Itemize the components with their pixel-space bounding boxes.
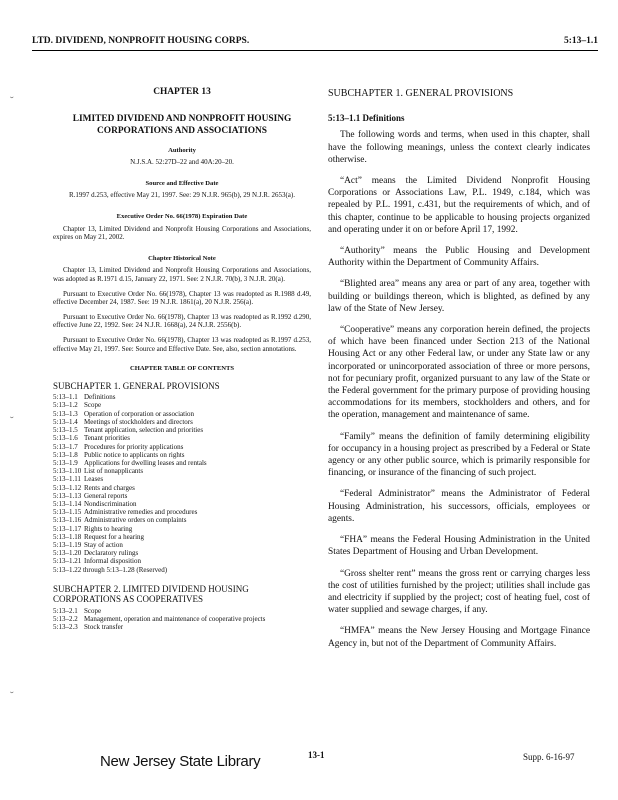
- scan-mark: ˘: [10, 95, 14, 107]
- toc-entry-title: Procedures for priority applications: [84, 442, 184, 451]
- executive-order-heading: Executive Order No. 66(1978) Expiration Date: [116, 212, 248, 220]
- toc-entry-title: Tenant application, selection and priorities: [84, 426, 204, 435]
- definition-paragraph: “Authority” means the Public Housing and Development Authority within the Department of Community Affairs.: [328, 246, 590, 269]
- toc-entry-title: Scope: [84, 401, 102, 410]
- scan-mark: ˘: [10, 690, 14, 702]
- definition-paragraph: “FHA” means the Federal Housing Administration in the United States Department of Housing and Urban Development.: [328, 535, 590, 558]
- toc-entry-number: 5:13–1.2: [53, 401, 78, 410]
- header-section-number: 5:13–1.1: [563, 36, 598, 46]
- toc-entry-title: Management, operation and maintenance of cooperative projects: [84, 614, 266, 623]
- toc-entry-number: 5:13–1.9: [53, 458, 78, 467]
- subchapter-1-heading: SUBCHAPTER 1. GENERAL PROVISIONS: [53, 380, 220, 391]
- toc-entry-title: Public notice to applicants on rights: [84, 450, 185, 459]
- toc-entry-number: 5:13–1.15: [53, 508, 82, 517]
- toc-entry-title: Request for a hearing: [84, 532, 145, 541]
- definition-paragraph: “HMFA” means the New Jersey Housing and Mortgage Finance Agency in, but not of the Department of Community Affairs.: [328, 626, 590, 649]
- toc-entry: [53, 475, 311, 483]
- toc-entry: [53, 607, 311, 615]
- toc-entry-title: General reports: [84, 491, 128, 500]
- library-stamp: New Jersey State Library: [100, 753, 261, 770]
- toc-entry: [53, 516, 311, 524]
- toc-entry: [53, 459, 311, 467]
- toc-reserved-entry: 5:13–1.22 through 5:13–1.28 (Reserved): [53, 565, 168, 574]
- definition-paragraph: “Gross shelter rent” means the gross rent or carrying charges less the cost of utilities furnished by the project; utilities shall include gas and electricity if supplied by the project; cost of heating fuel, cost of water supplied and sewage charges, if any.: [328, 568, 590, 616]
- definition-paragraph: “Family” means the definition of family determining eligibility for occupancy in a housing project as prescribed by a Federal or State agency or any other public source, which is primarily responsible for financing, or insurance of the financing of such project.: [328, 431, 590, 479]
- toc-entry-title: Scope: [84, 606, 102, 615]
- executive-order-text: Chapter 13, Limited Dividend and Nonprofit Housing Corporations and Associations, expires on May 21, 2002.: [53, 224, 311, 242]
- subchapter-1-contents: [53, 393, 311, 565]
- supplement-date: Supp. 6-16-97: [523, 752, 575, 762]
- toc-entry-number: 5:13–2.3: [53, 623, 78, 632]
- toc-entry-title: Administrative orders on complaints: [84, 516, 187, 525]
- toc-entry-title: Definitions: [84, 393, 116, 402]
- toc-entry-number: 5:13–1.20: [53, 549, 82, 558]
- definition-paragraph: “Federal Administrator” means the Administrator of Federal Housing Administration, his successors, officials, employees or agents.: [328, 489, 590, 524]
- toc-entry-number: 5:13–1.18: [53, 532, 82, 541]
- toc-entry: [53, 623, 311, 631]
- definition-paragraph: The following words and terms, when used in this chapter, shall have the following meanings, unless the context clearly indicates otherwise.: [328, 130, 590, 165]
- toc-entry-title: Tenant priorities: [84, 434, 130, 443]
- toc-entry-number: 5:13–1.19: [53, 540, 82, 549]
- toc-entry-number: 5:13–1.10: [53, 467, 82, 476]
- toc-entry-title: Leases: [84, 475, 104, 484]
- authority-text: N.J.S.A. 52:27D–22 and 40A:20–20.: [130, 158, 234, 167]
- toc-entry: [53, 557, 311, 565]
- source-heading: Source and Effective Date: [145, 179, 219, 187]
- toc-entry-number: 5:13–2.2: [53, 614, 78, 623]
- toc-entry: [53, 525, 311, 533]
- toc-entry-number: 5:13–1.6: [53, 434, 78, 443]
- source-text: R.1997 d.253, effective May 21, 1997. See: 29 N.J.R. 965(b), 29 N.J.R. 2653(a).: [69, 191, 295, 200]
- toc-entry-number: 5:13–1.14: [53, 499, 82, 508]
- toc-entry-number: 5:13–1.3: [53, 409, 78, 418]
- historical-note-paragraph: Chapter 13, Limited Dividend and Nonprofit Housing Corporations and Associations, was adopted as R.1971 d.15, January 22, 1971. See: 2 N.J.R. 70(b), 3 N.J.R. 20(a).: [53, 266, 311, 283]
- toc-entry: [53, 508, 311, 516]
- toc-entry-title: Rights to hearing: [84, 524, 133, 533]
- toc-entry: [53, 541, 311, 549]
- toc-entry-title: Operation of corporation or association: [84, 409, 195, 418]
- toc-entry-number: 5:13–1.11: [53, 475, 81, 484]
- toc-entry: [53, 426, 311, 434]
- toc-entry-number: 5:13–1.4: [53, 417, 78, 426]
- subchapter-heading: SUBCHAPTER 1. GENERAL PROVISIONS: [328, 88, 514, 99]
- toc-entry-title: Rents and charges: [84, 483, 135, 492]
- toc-entry-number: 5:13–1.12: [53, 483, 82, 492]
- toc-entry-title: Applications for dwelling leases and rentals: [84, 458, 207, 467]
- toc-entry-title: List of nonapplicants: [84, 467, 144, 476]
- toc-entry: [53, 401, 311, 409]
- toc-entry-number: 5:13–1.16: [53, 516, 82, 525]
- toc-entry: [53, 410, 311, 418]
- toc-entry-number: 5:13–1.5: [53, 426, 78, 435]
- historical-note-paragraph: Pursuant to Executive Order No. 66(1978), Chapter 13 was readopted as R.1992 d.290, effective June 22, 1992. See: 24 N.J.R. 1668(a), 24 N.J.R. 2556(b).: [53, 312, 311, 330]
- toc-entry: [53, 451, 311, 459]
- toc-entry-title: Nondiscrimination: [84, 499, 137, 508]
- historical-note-paragraph: Pursuant to Executive Order No. 66(1978), Chapter 13 was readopted as R.1988 d.49, effective December 24, 1987. See: 19 N.J.R. 1861(a), 20 N.J.R. 256(a).: [53, 289, 311, 307]
- subchapter-2-heading: SUBCHAPTER 2. LIMITED DIVIDEND HOUSING CORPORATIONS AS COOPERATIVES: [53, 583, 249, 604]
- scan-mark: ˘: [10, 415, 14, 427]
- toc-entry: [53, 393, 311, 401]
- toc-entry: [53, 492, 311, 500]
- definition-paragraph: “Blighted area” means any area or part of any area, together with building or buildings thereon, which is blighted, as defined by any law of the State of New Jersey.: [328, 279, 590, 314]
- toc-entry-number: 5:13–1.17: [53, 524, 82, 533]
- toc-entry-number: 5:13–1.8: [53, 450, 78, 459]
- toc-entry-title: Meetings of stockholders and directors: [84, 417, 193, 426]
- page-number: 13-1: [308, 750, 325, 760]
- toc-entry-number: 5:13–1.13: [53, 491, 82, 500]
- table-of-contents-heading: CHAPTER TABLE OF CONTENTS: [129, 365, 235, 373]
- definitions-body: [328, 129, 590, 649]
- section-heading: 5:13–1.1 Definitions: [328, 113, 405, 124]
- toc-entry: [53, 500, 311, 508]
- toc-entry: [53, 434, 311, 442]
- definition-paragraph: “Cooperative” means any corporation herein defined, the projects of which have been financed under Section 213 of the National Housing Act or any other Federal law, or under any State law or any incorporated or unincorporated association of three or more persons, not for pecuniary profit, organized pursuant to any law of the State or the Federal government for the primary purpose of providing housing accommodations for its members, stockholders and others, and for the operation, management and maintenance of same.: [328, 325, 590, 421]
- header-title: LTD. DIVIDEND, NONPROFIT HOUSING CORPS.: [32, 36, 250, 46]
- subchapter-2-contents: [53, 607, 311, 632]
- right-column: [328, 88, 590, 659]
- toc-entry-number: 5:13–1.7: [53, 442, 78, 451]
- toc-entry-title: Administrative remedies and procedures: [84, 508, 198, 517]
- toc-entry-number: 5:13–2.1: [53, 606, 78, 615]
- historical-note-heading: Chapter Historical Note: [148, 254, 216, 262]
- historical-note-paragraph: Pursuant to Executive Order No. 66(1978), Chapter 13 was readopted as R.1997 d.253, effective May 21, 1997. See: Source and Effective Date. See, also, section annotations.: [53, 335, 311, 353]
- toc-entry: [53, 467, 311, 475]
- toc-entry-number: 5:13–1.1: [53, 393, 78, 402]
- toc-entry-title: Stay of action: [84, 540, 123, 549]
- chapter-title: LIMITED DIVIDEND AND NONPROFIT HOUSING CORPORATIONS AND ASSOCIATIONS: [72, 113, 292, 136]
- header-rule: [32, 50, 598, 51]
- toc-entry-title: Informal disposition: [84, 557, 141, 566]
- toc-entry: [53, 418, 311, 426]
- toc-entry: [53, 549, 311, 557]
- definition-paragraph: “Act” means the Limited Dividend Nonprofit Housing Corporations or Associations Law, P.L. 1949, c.184, which was repealed by P.L. 1991, c.431, but the requirements of which, and of this chapter, continue to be applicable to housing projects organized and operating under it on or before April 17, 1992.: [328, 176, 590, 235]
- toc-entry-number: 5:13–1.21: [53, 557, 82, 566]
- toc-entry: [53, 533, 311, 541]
- toc-entry: [53, 443, 311, 451]
- toc-entry: [53, 484, 311, 492]
- left-column: [53, 88, 311, 631]
- chapter-number: CHAPTER 13: [153, 87, 211, 97]
- authority-heading: Authority: [168, 146, 196, 154]
- toc-entry-title: Stock transfer: [84, 623, 124, 632]
- toc-entry: [53, 615, 311, 623]
- toc-entry-title: Declaratory rulings: [84, 549, 139, 558]
